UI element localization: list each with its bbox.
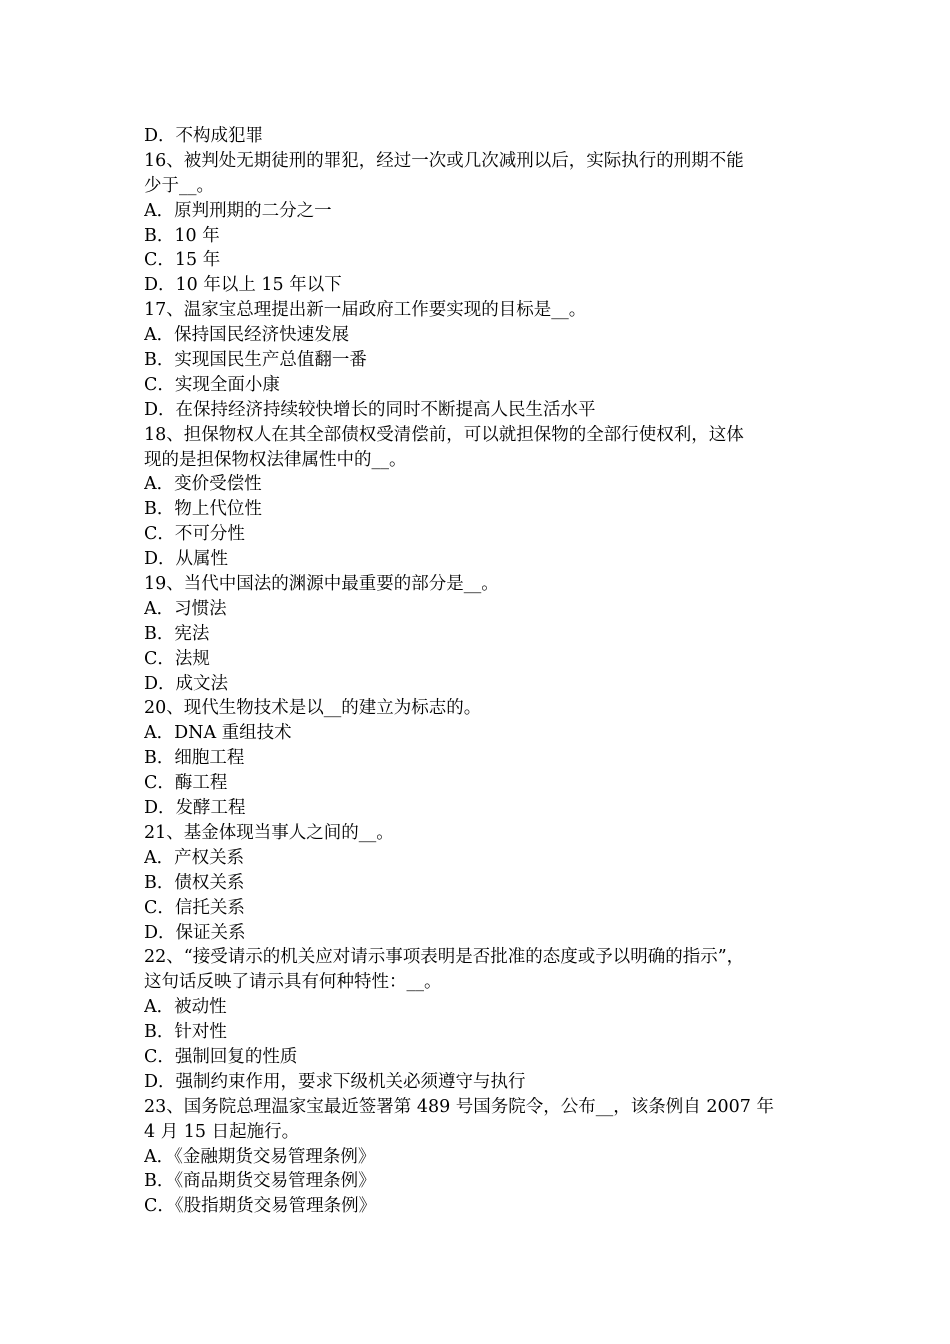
question-17: 17、温家宝总理提出新一届政府工作要实现的目标是__。	[144, 300, 587, 321]
option-d-q19: D．成文法	[144, 673, 229, 694]
option-a-q16: A．原判刑期的二分之一	[144, 200, 332, 221]
option-a-q20: A．DNA 重组技术	[144, 723, 292, 744]
option-a-q23: A．《金融期货交易管理条例》	[144, 1146, 376, 1167]
option-b-q23: B．《商品期货交易管理条例》	[144, 1171, 376, 1192]
question-22-cont: 这句话反映了请示具有何种特性：__。	[144, 972, 442, 993]
option-d-q18: D．从属性	[144, 549, 229, 570]
option-d-q20: D．发酵工程	[144, 798, 246, 819]
question-19: 19、当代中国法的渊源中最重要的部分是__。	[144, 574, 499, 595]
option-b-q16: B．10 年	[144, 225, 220, 246]
option-b-q20: B．细胞工程	[144, 748, 245, 769]
option-b-q19: B．宪法	[144, 623, 210, 644]
question-20: 20、现代生物技术是以__的建立为标志的。	[144, 698, 482, 719]
question-21: 21、基金体现当事人之间的__。	[144, 822, 394, 843]
option-d-q16: D．10 年以上 15 年以下	[144, 275, 342, 296]
question-23: 23、国务院总理温家宝最近签署第 489 号国务院令，公布__，该条例自 2007 年	[144, 1096, 774, 1117]
option-a-q21: A．产权关系	[144, 847, 245, 868]
option-c-q19: C．法规	[144, 648, 210, 669]
option-c-q18: C．不可分性	[144, 524, 245, 545]
option-b-q22: B．针对性	[144, 1022, 227, 1043]
option-c-q17: C．实现全面小康	[144, 374, 280, 395]
option-a-q22: A．被动性	[144, 997, 227, 1018]
option-b-q21: B．债权关系	[144, 872, 245, 893]
option-d-q15: D．不构成犯罪	[144, 126, 264, 146]
option-c-q20: C．酶工程	[144, 773, 228, 794]
option-c-q22: C．强制回复的性质	[144, 1046, 298, 1067]
option-b-q18: B．物上代位性	[144, 499, 262, 520]
option-b-q17: B．实现国民生产总值翻一番	[144, 350, 367, 371]
option-c-q16: C．15 年	[144, 250, 221, 271]
option-c-q23: C．《股指期货交易管理条例》	[144, 1196, 377, 1217]
question-16-cont: 少于__。	[144, 175, 214, 196]
question-18-cont: 现的是担保物权法律属性中的__。	[144, 449, 407, 470]
option-a-q18: A．变价受偿性	[144, 474, 262, 495]
document-page	[144, 124, 812, 1219]
question-23-cont: 4 月 15 日起施行。	[144, 1121, 300, 1142]
question-16: 16、被判处无期徒刑的罪犯，经过一次或几次减刑以后，实际执行的刑期不能	[144, 150, 744, 171]
question-18: 18、担保物权人在其全部债权受清偿前，可以就担保物的全部行使权利，这体	[144, 424, 744, 445]
option-a-q19: A．习惯法	[144, 598, 227, 619]
option-c-q21: C．信托关系	[144, 897, 245, 918]
option-d-q22: D．强制约束作用，要求下级机关必须遵守与执行	[144, 1071, 526, 1092]
option-d-q17: D．在保持经济持续较快增长的同时不断提高人民生活水平	[144, 399, 596, 420]
option-a-q17: A．保持国民经济快速发展	[144, 325, 350, 346]
option-d-q21: D．保证关系	[144, 922, 246, 943]
question-22: 22、“接受请示的机关应对请示事项表明是否批准的态度或予以明确的指示”，	[144, 947, 745, 968]
